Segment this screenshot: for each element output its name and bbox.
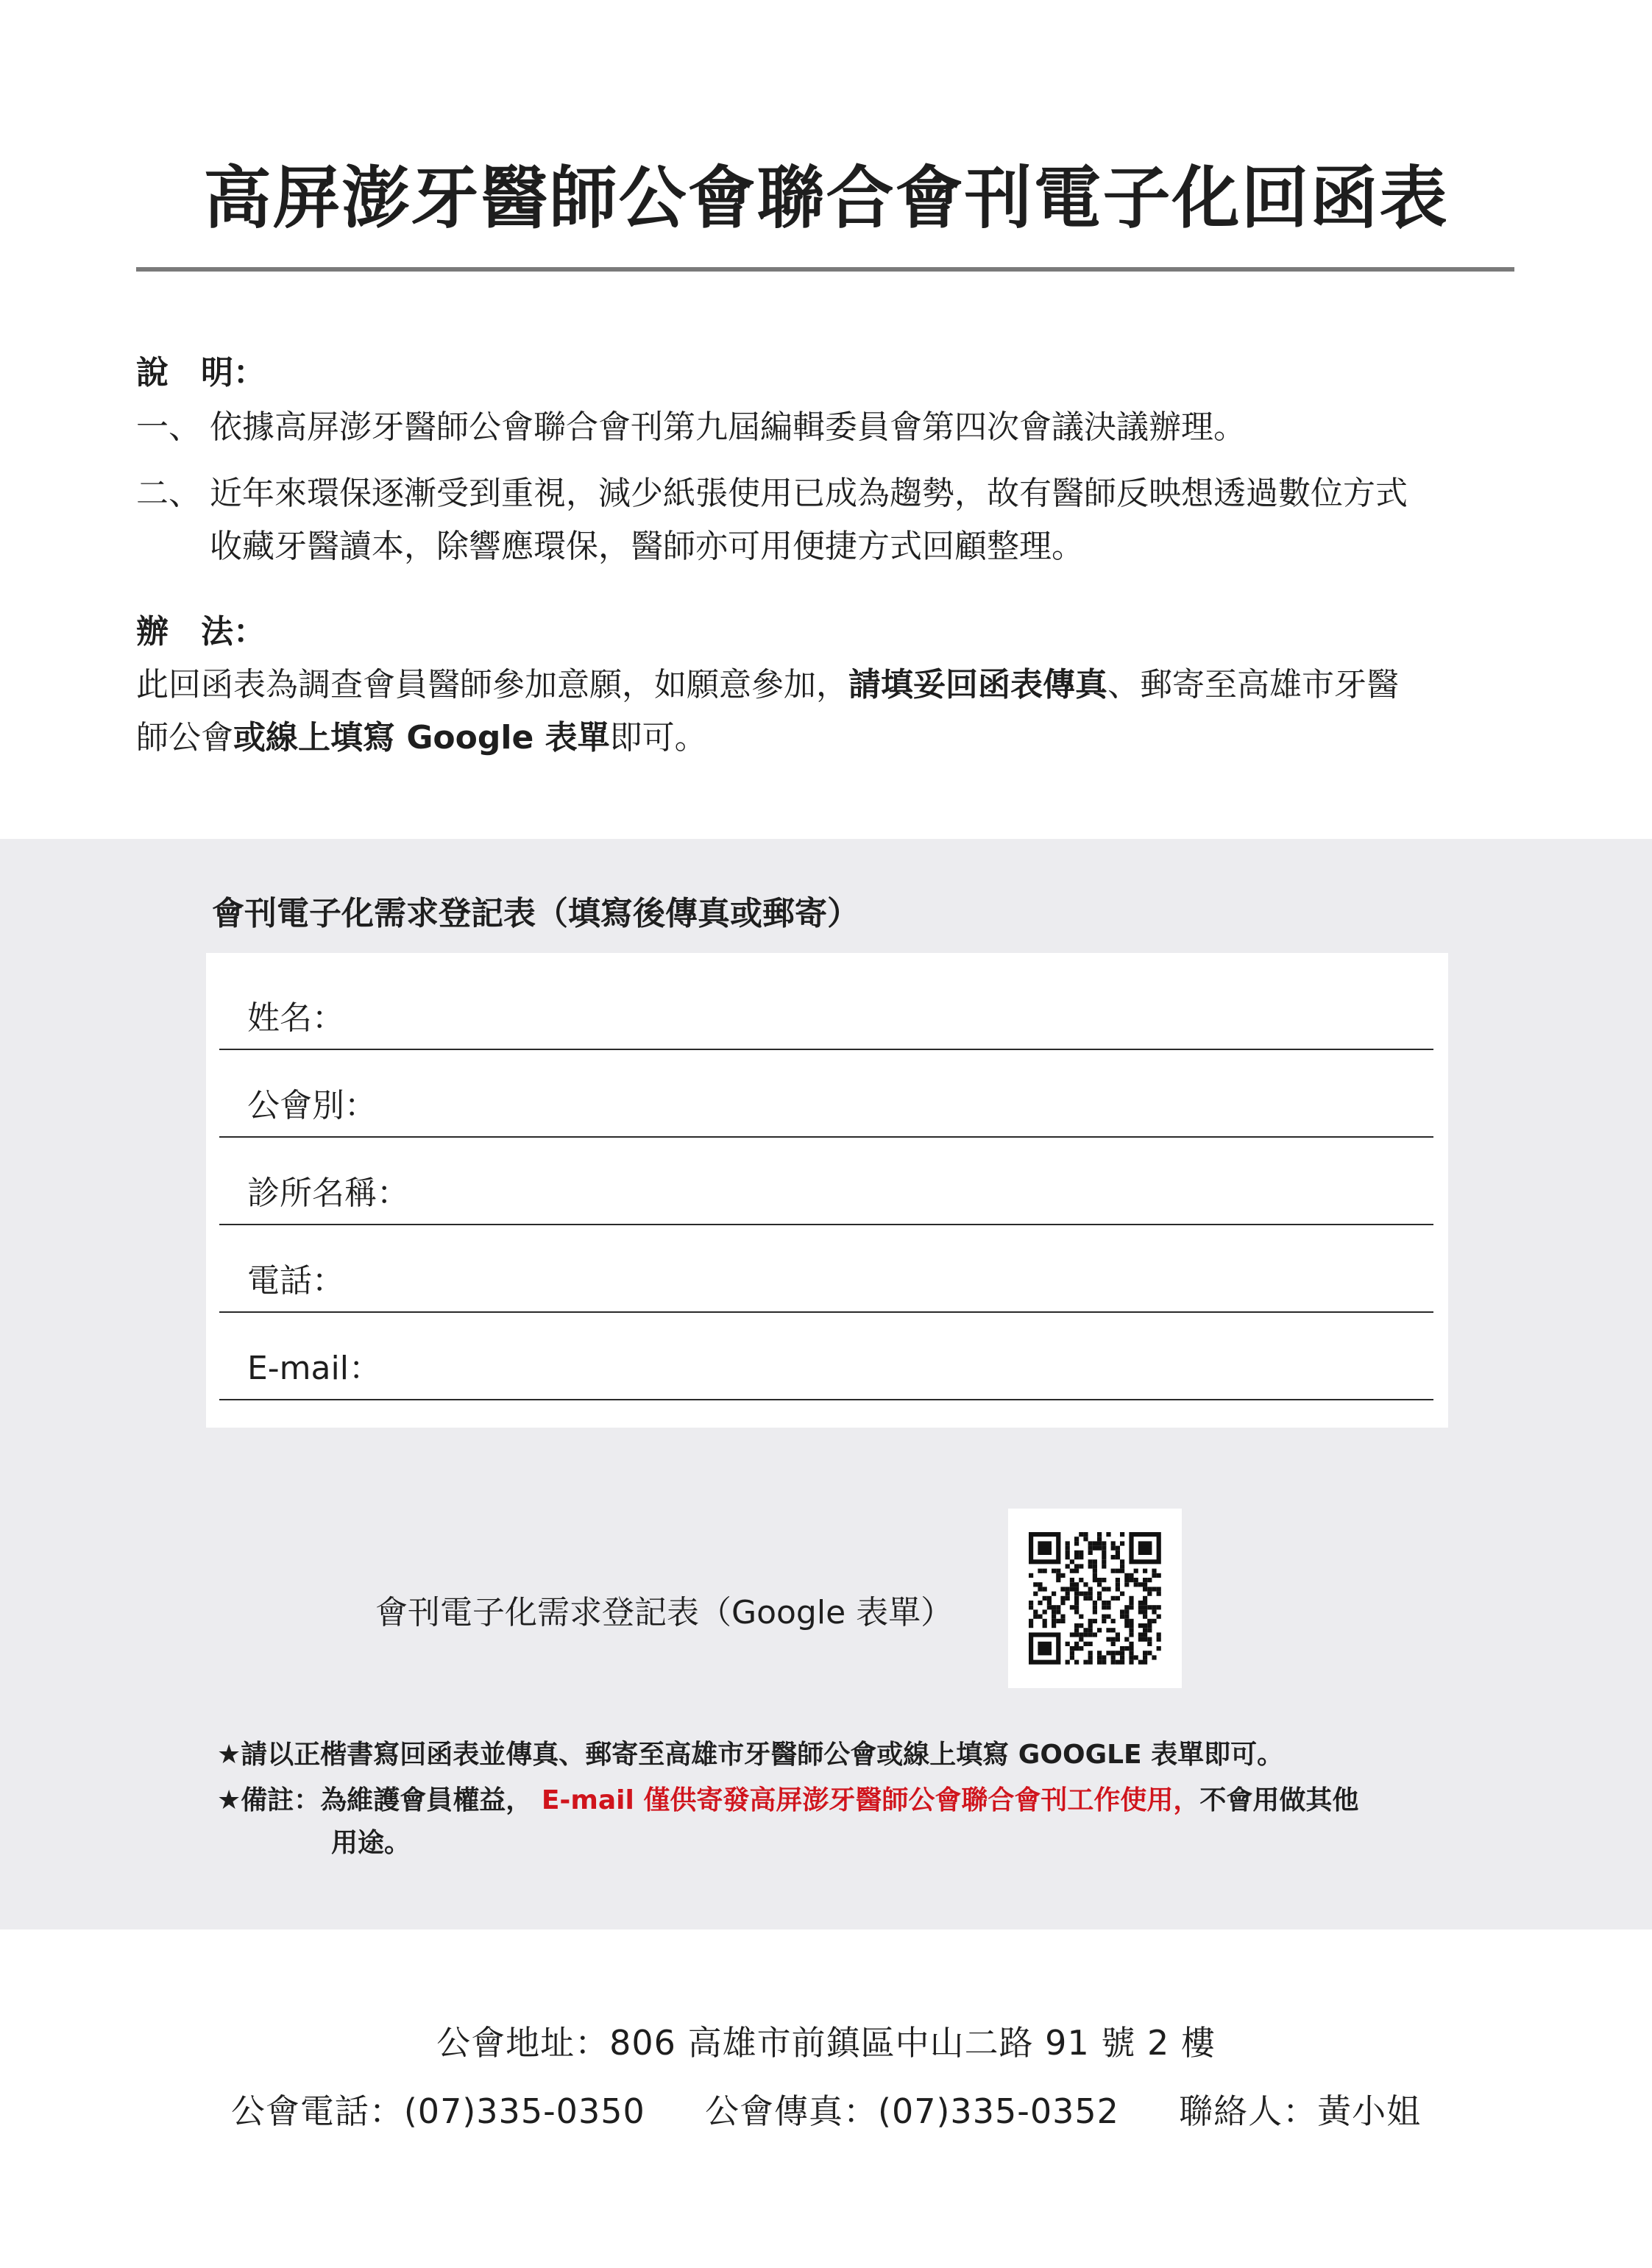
qr-code-icon [1008, 1509, 1182, 1688]
item-text: 依據高屏澎牙醫師公會聯合會刊第九屆編輯委員會第四次會議決議辦理。 [210, 408, 1246, 446]
footer-address: 公會地址：806 高雄市前鎮區中山二路 91 號 2 樓 [436, 2023, 1216, 2063]
form-row-association[interactable] [219, 1049, 1433, 1138]
note-text: ★備註：為維護會員權益， [217, 1785, 533, 1815]
footer-fax: 公會傳真：(07)335-0352 [705, 2091, 1119, 2131]
method-text: 師公會 [136, 719, 233, 756]
method-text-bold: 或線上填寫 Google 表單 [233, 719, 610, 756]
method-text: 此回函表為調查會員醫師參加意願，如願意參加， [136, 666, 848, 704]
item-text: 近年來環保逐漸受到重視，減少紙張使用已成為趨勢，故有醫師反映想透過數位方式 [210, 475, 1408, 512]
field-label-phone: 電話： [247, 1262, 344, 1300]
form-heading: 會刊電子化需求登記表（填寫後傳真或郵寄） [212, 895, 859, 932]
item-number: 一、 [136, 408, 201, 446]
note-remark [217, 1779, 1468, 1823]
form-row-email[interactable] [219, 1312, 1433, 1400]
page-title: 高屏澎牙醫師公會聯合會刊電子化回函表 [203, 159, 1449, 238]
form-row-name[interactable] [219, 962, 1433, 1050]
item-text-continued: 收藏牙醫讀本，除響應環保，醫師亦可用便捷方式回顧整理。 [210, 528, 1084, 565]
google-form-label: 會刊電子化需求登記表（Google 表單） [375, 1594, 954, 1631]
note-text: 不會用做其他 [1199, 1785, 1359, 1815]
form-row-clinic[interactable] [219, 1137, 1433, 1225]
title-divider [136, 267, 1514, 272]
note-instruction: ★請以正楷書寫回函表並傳真、郵寄至高雄市牙醫師公會或線上填寫 GOOGLE 表單即可。 [217, 1740, 1284, 1770]
explanation-item-1 [136, 401, 1523, 454]
footer-contact-line [0, 2085, 1652, 2133]
method-text-bold: 請填妥回函表傳真 [848, 666, 1107, 704]
method-heading: 辦 法： [136, 613, 266, 651]
field-label-email: E-mail： [247, 1350, 381, 1387]
footer-contact-person: 聯絡人：黃小姐 [1179, 2091, 1422, 2131]
method-text: 即可。 [609, 719, 707, 756]
form-row-phone[interactable] [219, 1225, 1433, 1313]
method-text: 、郵寄至高雄市牙醫 [1107, 666, 1399, 704]
item-number: 二、 [136, 475, 201, 512]
note-remark-continued: 用途。 [331, 1828, 411, 1858]
explanation-item-2 [136, 467, 1523, 573]
field-label-association: 公會別： [247, 1087, 377, 1124]
note-highlight: E-mail 僅供寄發高屏澎牙醫師公會聯合會刊工作使用， [541, 1785, 1200, 1815]
footer-phone: 公會電話：(07)335-0350 [230, 2091, 645, 2131]
field-label-name: 姓名： [247, 999, 344, 1037]
registration-form [206, 953, 1448, 1428]
method-paragraph [136, 659, 1523, 765]
explanation-heading: 說 明： [136, 354, 266, 391]
field-label-clinic: 診所名稱： [247, 1174, 409, 1212]
qr-code[interactable] [1008, 1509, 1182, 1688]
